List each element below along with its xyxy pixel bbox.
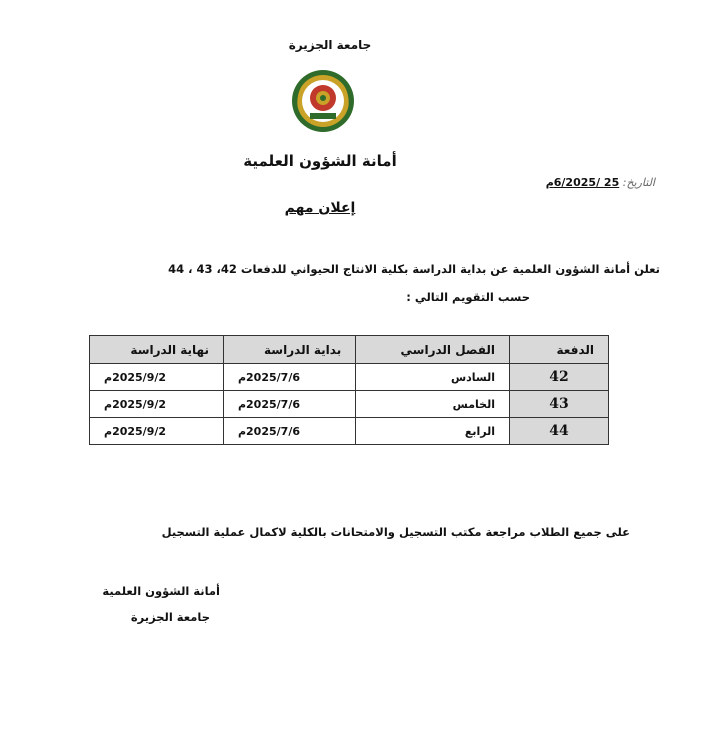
cell-batch: 44	[510, 418, 609, 445]
table-header-row	[90, 336, 609, 364]
table-row	[90, 418, 609, 445]
cell-end: 2025/9/2م	[90, 418, 224, 445]
cell-batch: 43	[510, 391, 609, 418]
notice-title: إعلان مهم	[284, 200, 356, 216]
signature-university: جامعة الجزيرة	[130, 610, 210, 624]
date-value: 25 /6/2025م	[545, 176, 620, 189]
cell-start: 2025/7/6م	[223, 364, 355, 391]
schedule-table	[89, 335, 609, 445]
table-row	[90, 391, 609, 418]
cell-semester: الخامس	[356, 391, 510, 418]
header-start: بداية الدراسة	[223, 336, 355, 364]
header-end: نهاية الدراسة	[90, 336, 224, 364]
department-title: أمانة الشؤون العلمية	[243, 152, 397, 170]
intro-line-2: حسب التقويم التالي :	[406, 290, 530, 304]
instruction-text: على جميع الطلاب مراجعة مكتب التسجيل والامتحانات بالكلية لاكمال عملية التسجيل	[161, 525, 630, 539]
header-batch: الدفعة	[510, 336, 609, 364]
cell-start: 2025/7/6م	[223, 418, 355, 445]
cell-start: 2025/7/6م	[223, 391, 355, 418]
intro-line-1: تعلن أمانة الشؤون العلمية عن بداية الدراسة بكلية الانتاج الحيواني للدفعات 42، 43 ، 44	[168, 262, 660, 276]
table-row	[90, 364, 609, 391]
date-label: التاريخ:	[622, 176, 655, 189]
cell-batch: 42	[510, 364, 609, 391]
cell-semester: الرابع	[356, 418, 510, 445]
date-line	[540, 176, 655, 189]
university-seal-icon	[290, 68, 356, 134]
header-semester: الفصل الدراسي	[356, 336, 510, 364]
signature-dept: أمانة الشؤون العلمية	[102, 584, 220, 598]
cell-end: 2025/9/2م	[90, 364, 224, 391]
cell-semester: السادس	[356, 364, 510, 391]
university-name: جامعة الجزيرة	[288, 38, 372, 52]
cell-end: 2025/9/2م	[90, 391, 224, 418]
